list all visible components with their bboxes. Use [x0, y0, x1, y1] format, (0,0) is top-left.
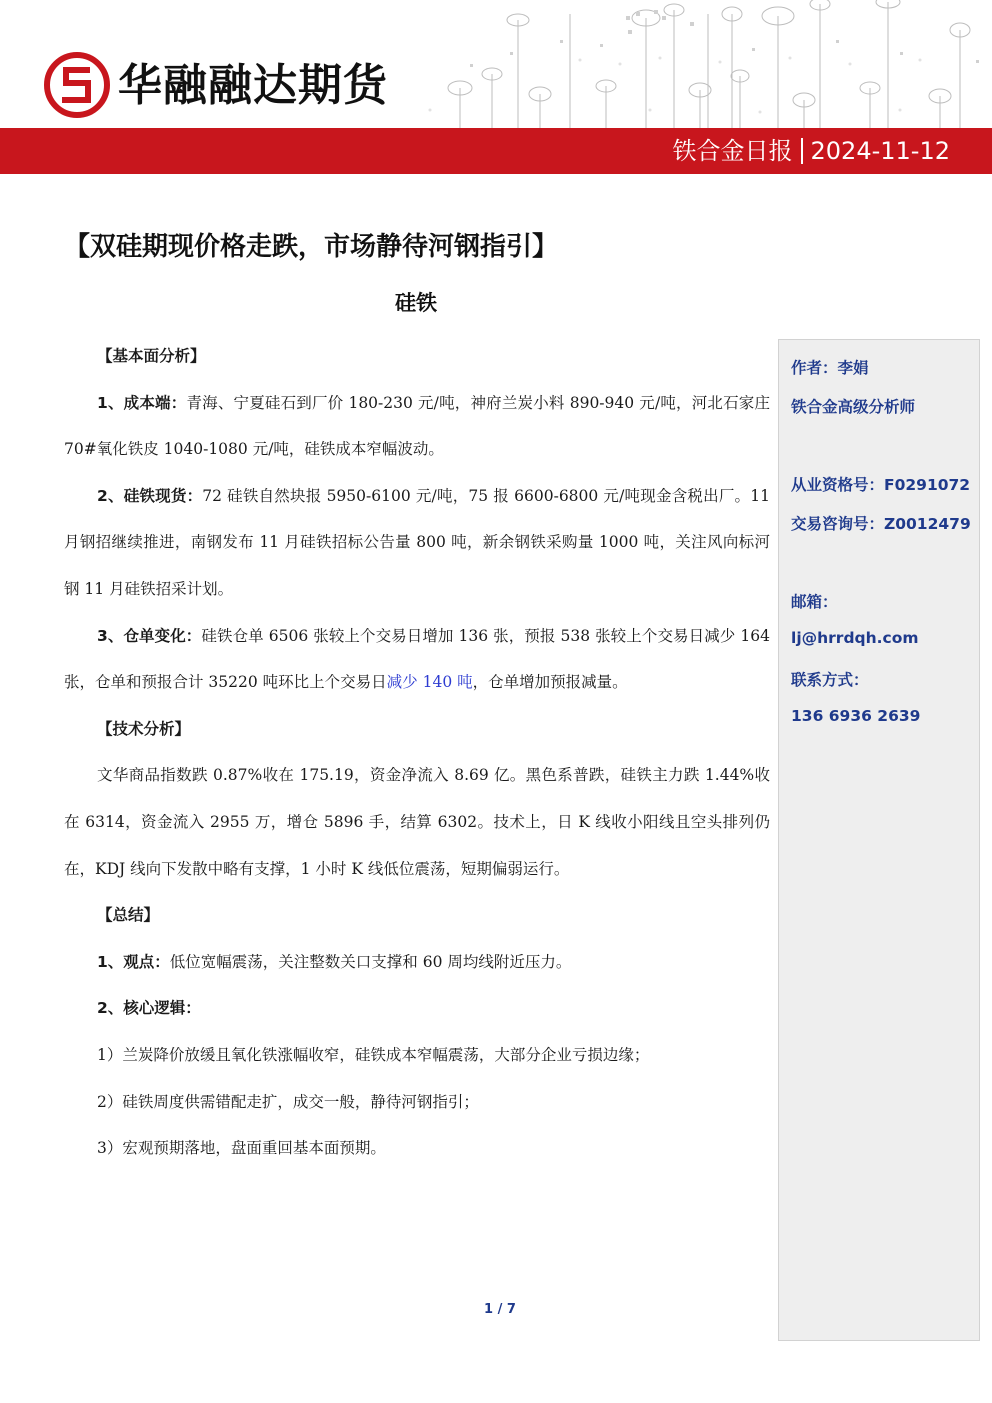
view-paragraph — [64, 939, 770, 986]
email-address[interactable]: lj@hrrdqh.com — [791, 629, 919, 647]
warrant-text: 硅铁仓单 6506 张较上个交易日增加 136 张，预报 538 张较上个交易日减少 164 张，仓单和预报合计 35220 吨环比上个交易日 — [64, 626, 770, 692]
view-label: 1、观点： — [97, 952, 170, 971]
spot-label: 2、硅铁现货： — [97, 486, 203, 505]
page-subtitle: 硅铁 — [395, 291, 437, 315]
main-content — [64, 333, 770, 1172]
page-title: 【双硅期现价格走跌，市场静待河钢指引】 — [64, 232, 559, 262]
report-date: 2024-11-12 — [810, 137, 950, 165]
company-name: 华融融达期货 — [118, 60, 388, 111]
view-text: 低位宽幅震荡，关注整数关口支撑和 60 周均线附近压力。 — [169, 952, 572, 971]
author-sidebar — [778, 339, 980, 1341]
decorative-pattern — [400, 0, 992, 130]
cost-paragraph — [64, 380, 770, 473]
cost-text: 青海、宁夏硅石到厂价 180-230 元/吨，神府兰炭小料 890-940 元/吨，河北石家庄 70#氧化铁皮 1040-1080 元/吨，硅铁成本窄幅波动。 — [64, 393, 770, 459]
contact-label: 联系方式： — [791, 671, 869, 689]
summary-heading: 【总结】 — [97, 906, 160, 925]
qualification-number: 从业资格号：F0291072 — [791, 476, 971, 494]
author-name: 作者：李娟 — [791, 359, 869, 377]
logic-label: 2、核心逻辑： — [97, 999, 201, 1018]
technical-heading: 【技术分析】 — [97, 719, 191, 738]
author-role: 铁合金高级分析师 — [791, 398, 916, 416]
logic-item: 1）兰炭降价放缓且氧化铁涨幅收窄，硅铁成本窄幅震荡，大部分企业亏损边缘； — [97, 1045, 650, 1064]
warrant-paragraph — [64, 613, 770, 706]
logic-item: 3）宏观预期落地，盘面重回基本面预期。 — [97, 1139, 386, 1158]
report-label — [673, 133, 950, 169]
fundamentals-heading: 【基本面分析】 — [97, 347, 206, 365]
page-number: 1 / 7 — [484, 1302, 516, 1317]
divider — [801, 138, 803, 164]
spot-paragraph — [64, 473, 770, 613]
warrant-text-end: ，仓单增加预报减量。 — [472, 673, 628, 692]
company-logo-icon — [44, 52, 110, 118]
logic-item: 2）硅铁周度供需错配走扩，成交一般，静待河钢指引； — [97, 1092, 479, 1111]
consulting-number: 交易咨询号：Z0012479 — [791, 515, 971, 533]
cost-label: 1、成本端： — [97, 393, 187, 412]
spot-text: 72 硅铁自然块报 5950-6100 元/吨，75 报 6600-6800 元/吨现金含税出厂。11 月钢招继续推进，南钢发布 11 月硅铁招标公告量 800 吨，新余钢铁采购量 1000 吨，关注风向标河钢 11 月硅铁招采计划。 — [64, 486, 770, 598]
warrant-label: 3、仓单变化： — [97, 626, 202, 645]
technical-paragraph: 文华商品指数跌 0.87%收在 175.19，资金净流入 8.69 亿。黑色系普跌，硅铁主力跌 1.44%收在 6314，资金流入 2955 万，增仓 5896 手，结算 6302。技术上，日 K 线收小阳线且空头排列仍在，KDJ 线向下发散中略有支撑，1 小时 K 线低位震荡，短期偏弱运行。 — [64, 766, 770, 878]
email-label: 邮箱： — [791, 593, 838, 611]
phone-number: 136 6936 2639 — [791, 707, 921, 725]
report-type: 铁合金日报 — [672, 137, 793, 165]
warrant-highlight: 减少 140 吨 — [386, 673, 473, 692]
